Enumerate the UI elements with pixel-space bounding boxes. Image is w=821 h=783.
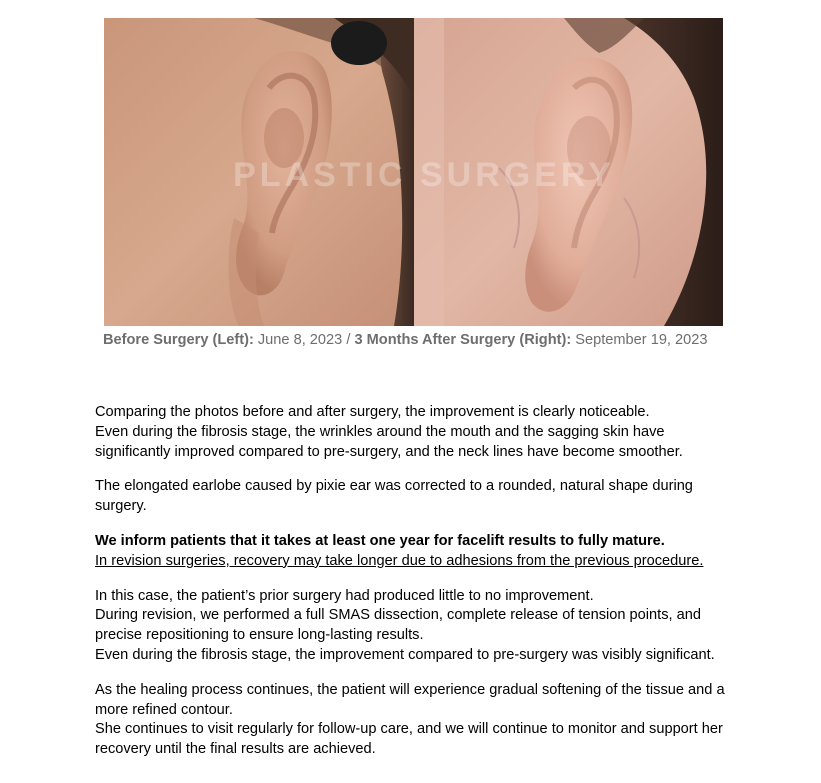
paragraph-healing: As the healing process continues, the patient will experience gradual softening of the tissue and a more refined contour. She continues to visit regularly for follow-up care, and we will continue to monitor and support her recovery until the final results are achieved. (95, 681, 725, 758)
paragraph-case-details: In this case, the patient’s prior surgery had produced little to no improvement. During revision, we performed a full SMAS dissection, complete release of tension points, and precise repositioning to ensure long-lasting results. Even during the fibrosis stage, the improvement compared to pre-surgery was visibly significant. (95, 587, 715, 663)
article-body (95, 403, 735, 760)
after-label: 3 Months After Surgery (Right): (354, 332, 572, 348)
before-after-ear-photo (104, 18, 723, 326)
recovery-notice-bold: We inform patients that it takes at least one year for facelift results to fully mature. (95, 532, 665, 549)
paragraph-earlobe: The elongated earlobe caused by pixie ear was corrected to a rounded, natural shape during surgery. (95, 478, 693, 515)
photo-caption (103, 332, 743, 348)
paragraph-comparison: Comparing the photos before and after surgery, the improvement is clearly noticeable. Even during the fibrosis stage, the wrinkles around the mouth and the sagging skin have significantly improved compared to pre-surgery, and the neck lines have become smoother. (95, 404, 683, 460)
paragraph-recovery-notice (95, 532, 735, 572)
before-label: Before Surgery (Left): (103, 332, 254, 348)
watermark-text: PLASTIC SURGERY (233, 156, 615, 194)
after-date: September 19, 2023 (571, 332, 708, 348)
before-date: June 8, 2023 / (253, 332, 355, 348)
revision-notice-underline: In revision surgeries, recovery may take longer due to adhesions from the previous procedure. (95, 552, 704, 569)
